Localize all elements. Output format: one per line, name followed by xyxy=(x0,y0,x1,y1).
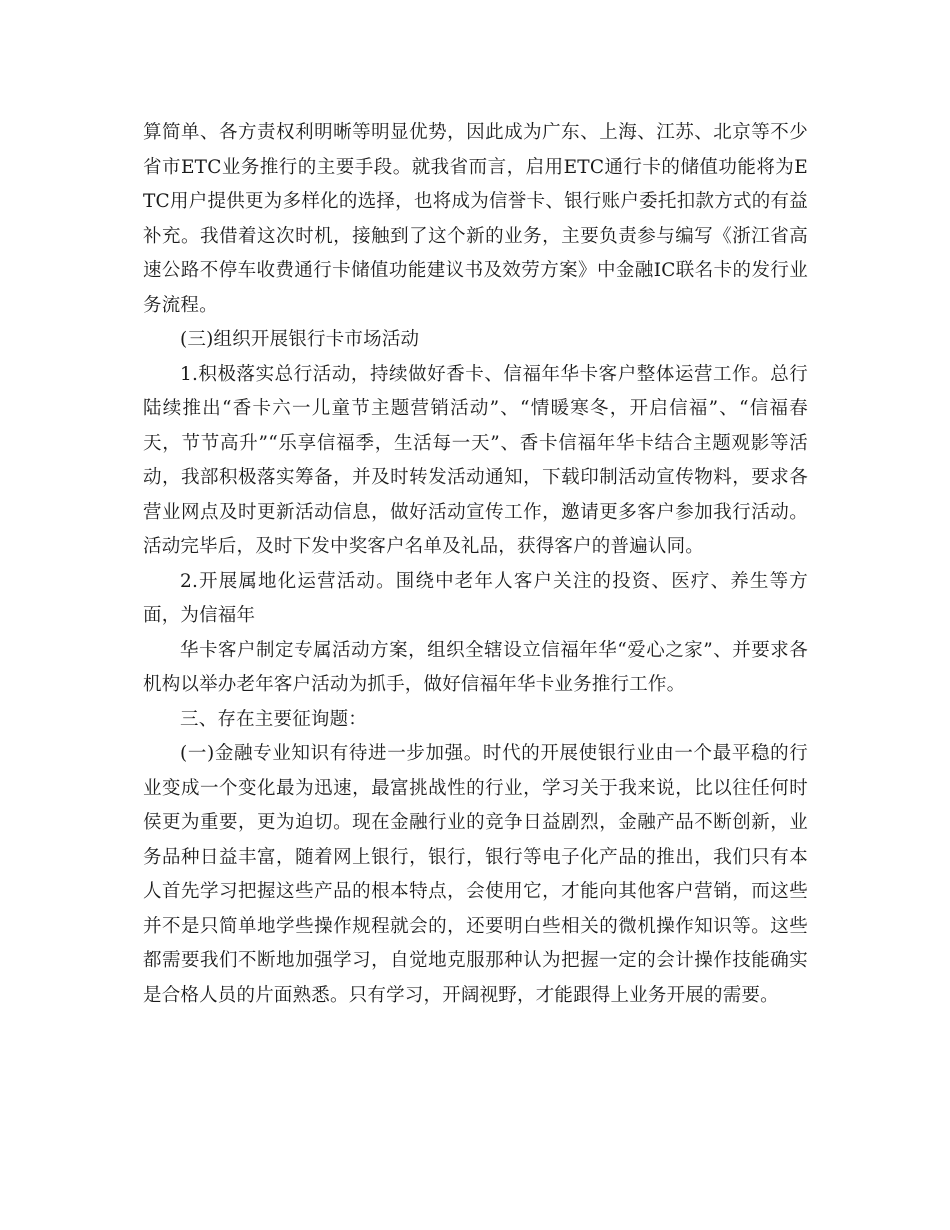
heading-card-market-activities: (三)组织开展银行卡市场活动 xyxy=(180,329,420,350)
paragraph-local-operations-continued: 华卡客户制定专属活动方案，组织全辖设立信福年华“爱心之家”、并要求各机构以举办老年客户活动为抓手，做好信福年华卡业务推行工作。 xyxy=(143,639,808,695)
heading-main-issues: 三、存在主要征询题： xyxy=(180,708,368,730)
paragraph-headquarters-activities: 1.积极落实总行活动，持续做好香卡、信福年华卡客户整体运营工作。总行陆续推出“香卡六一儿童节主题营销活动”、“情暖寒冬，开启信福”、“信福春天，节节高升”“乐享信福季，生活每一天”、香卡信福年华卡结合主题观影等活动，我部积极落实筹备，并及时转发活动通知，下载印制活动宣传物料，要求各营业网点及时更新活动信息，做好活动宣传工作，邀请更多客户参加我行活动。活动完毕后，及时下发中奖客户名单及礼品，获得客户的普遍认同。 xyxy=(143,363,808,557)
document-body xyxy=(143,116,808,1013)
paragraph-local-operations: 2.开展属地化运营活动。围绕中老年人客户关注的投资、医疗、养生等方面，为信福年 xyxy=(143,570,808,626)
paragraph-etc-continuation: 算简单、各方责权利明晰等明显优势，因此成为广东、上海、江苏、北京等不少省市ETC业务推行的主要手段。就我省而言，启用ETC通行卡的储值功能将为ETC用户提供更为多样化的选择，也将成为信誉卡、银行账户委托扣款方式的有益补充。我借着这次时机，接触到了这个新的业务，主要负责参与编写《浙江省高速公路不停车收费通行卡储值功能建议书及效劳方案》中金融IC联名卡的发行业务流程。 xyxy=(143,122,808,316)
paragraph-financial-knowledge: (一)金融专业知识有待进一步加强。时代的开展使银行业由一个最平稳的行业变成一个变化最为迅速，最富挑战性的行业，学习关于我来说，比以往任何时侯更为重要，更为迫切。现在金融行业的竞争日益剧烈，金融产品不断创新，业务品种日益丰富，随着网上银行，银行，银行等电子化产品的推出，我们只有本人首先学习把握这些产品的根本特点，会使用它，才能向其他客户营销，而这些并不是只简单地学些操作规程就会的，还要明白些相关的微机操作知识等。这些都需要我们不断地加强学习，自觉地克服那种认为把握一定的会计操作技能确实是合格人员的片面熟悉。只有学习，开阔视野，才能跟得上业务开展的需要。 xyxy=(143,743,808,1006)
